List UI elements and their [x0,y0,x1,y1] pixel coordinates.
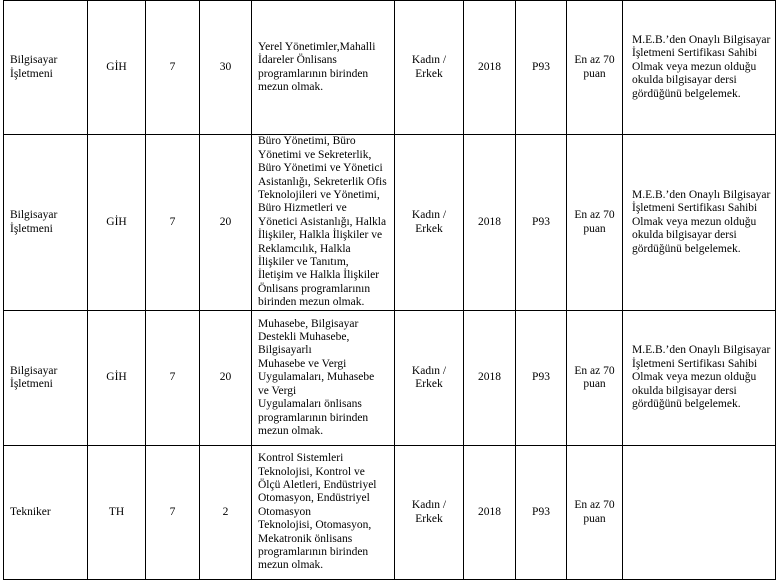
gender-cell: Kadın / Erkek [395,446,464,580]
table-row [4,446,776,580]
positions-table [3,0,776,580]
grade-cell: 7 [146,311,200,446]
grade-cell: 7 [146,135,200,311]
gender-cell: Kadın / Erkek [395,135,464,311]
position-title-cell: Bilgisayar İşletmeni [4,311,88,446]
grade-cell: 7 [146,1,200,135]
other-requirements-cell: M.E.B.’den Onaylı Bilgisayar İşletmeni Sertifikası Sahibi Olmak veya mezun olduğu okulda bilgisayar dersi gördüğünü belgelemek. [623,311,776,446]
minimum-score-cell: En az 70 puan [567,311,623,446]
score-type-cell: P93 [516,311,567,446]
service-class-cell: GİH [88,135,146,311]
table-row [4,135,776,311]
table-row [4,1,776,135]
count-cell: 20 [200,311,252,446]
service-class-cell: GİH [88,1,146,135]
kpss-year-cell: 2018 [464,446,516,580]
position-title-cell: Tekniker [4,446,88,580]
minimum-score-cell: En az 70 puan [567,1,623,135]
gender-cell: Kadın / Erkek [395,311,464,446]
qualification-cell: Yerel Yönetimler,Mahalli İdareler Önlisans programlarının birinden mezun olmak. [252,1,395,135]
position-title-cell: Bilgisayar İşletmeni [4,135,88,311]
service-class-cell: TH [88,446,146,580]
qualification-cell: Muhasebe, Bilgisayar Destekli Muhasebe, Bilgisayarlı Muhasebe ve Vergi Uygulamaları, Muhasebe ve Vergi Uygulamaları önlisans programlarının birinden mezun olmak. [252,311,395,446]
kpss-year-cell: 2018 [464,1,516,135]
table-row [4,311,776,446]
count-cell: 20 [200,135,252,311]
qualification-cell: Büro Yönetimi, Büro Yönetimi ve Sekreterlik, Büro Yönetimi ve Yönetici Asistanlığı, Sekreterlik Ofis Teknolojileri ve Yönetimi, Büro Hizmetleri ve Yönetici Asistanlığı, Halkla İlişkiler, Halkla İlişkiler ve Reklamcılık, Halkla İlişkiler ve Tanıtım, İletişim ve Halkla İlişkiler Önlisans programlarının birinden mezun olmak. [252,135,395,311]
other-requirements-cell: M.E.B.’den Onaylı Bilgisayar İşletmeni Sertifikası Sahibi Olmak veya mezun olduğu okulda bilgisayar dersi gördüğünü belgelemek. [623,1,776,135]
other-requirements-cell: M.E.B.’den Onaylı Bilgisayar İşletmeni Sertifikası Sahibi Olmak veya mezun olduğu okulda bilgisayar dersi gördüğünü belgelemek. [623,135,776,311]
other-requirements-cell [623,446,776,580]
kpss-year-cell: 2018 [464,135,516,311]
minimum-score-cell: En az 70 puan [567,135,623,311]
score-type-cell: P93 [516,135,567,311]
kpss-year-cell: 2018 [464,311,516,446]
count-cell: 30 [200,1,252,135]
service-class-cell: GİH [88,311,146,446]
position-title-cell: Bilgisayar İşletmeni [4,1,88,135]
grade-cell: 7 [146,446,200,580]
qualification-cell: Kontrol Sistemleri Teknolojisi, Kontrol ve Ölçü Aletleri, Endüstriyel Otomasyon, Endüstriyel Otomasyon Teknolojisi, Otomasyon, Mekatronik önlisans programlarının birinden mezun olmak. [252,446,395,580]
count-cell: 2 [200,446,252,580]
minimum-score-cell: En az 70 puan [567,446,623,580]
gender-cell: Kadın / Erkek [395,1,464,135]
score-type-cell: P93 [516,446,567,580]
score-type-cell: P93 [516,1,567,135]
